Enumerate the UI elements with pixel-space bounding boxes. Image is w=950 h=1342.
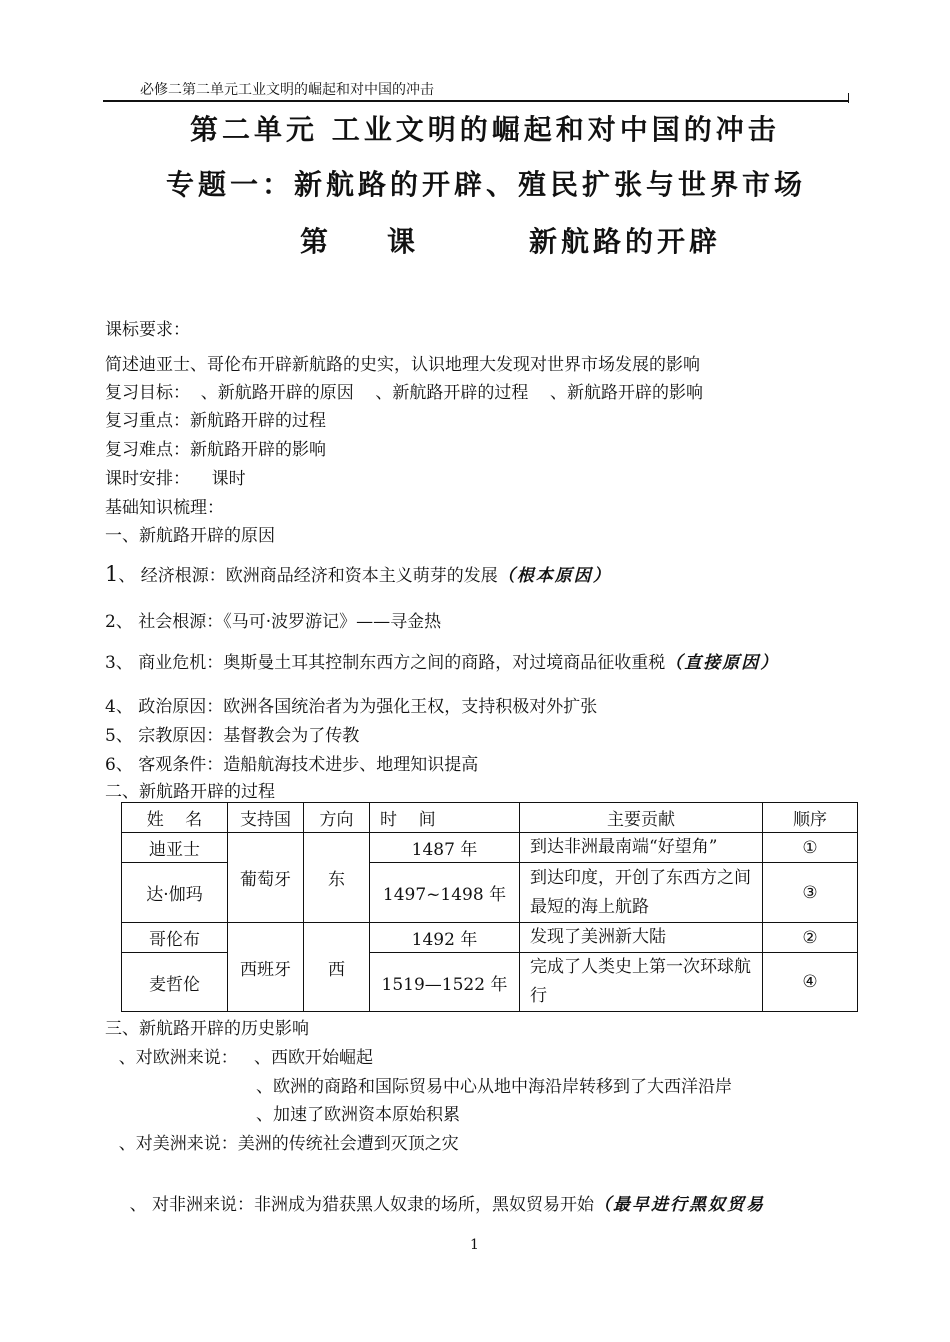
- header-order: 顺序: [763, 803, 858, 833]
- section-process-heading: 二、新航路开辟的过程: [105, 782, 275, 802]
- impact-america: 、对美洲来说：美洲的传统社会遭到灭顶之灾: [108, 1134, 459, 1154]
- explorer-name: 迪亚士: [122, 833, 228, 863]
- header-contribution: 主要贡献: [520, 803, 763, 833]
- cause-2: 2、 社会根源：《马可·波罗游记》——寻金热: [105, 612, 442, 632]
- explorer-name: 麦哲伦: [122, 953, 228, 1012]
- voyages-table: [121, 802, 858, 1012]
- impact-africa: [108, 1170, 765, 1215]
- review-heading: 基础知识梳理：: [105, 498, 224, 518]
- header-country: 支持国: [228, 803, 304, 833]
- running-header: 必修二第二单元工业文明的崛起和对中国的冲击: [140, 82, 434, 98]
- cause-5: 5、 宗教原因：基督教会为了传教: [105, 726, 360, 746]
- header-time: 时 间: [370, 803, 520, 833]
- review-key: 复习重点：新航路开辟的过程: [105, 411, 326, 431]
- impact-europe-2: 、欧洲的商路和国际贸易中心从地中海沿岸转移到了大西洋沿岸: [256, 1077, 732, 1097]
- table-header-row: [122, 803, 858, 833]
- impact-europe-3: 、加速了欧洲资本原始积累: [256, 1105, 460, 1125]
- sponsor-country: 西班牙: [228, 923, 304, 1012]
- table-row: [122, 923, 858, 953]
- review-difficulty: 复习难点：新航路开辟的影响: [105, 440, 326, 460]
- voyage-time: 1487 年: [370, 833, 520, 863]
- section-causes-heading: 一、新航路开辟的原因: [105, 526, 275, 546]
- contribution: 到达非洲最南端“好望角”: [520, 833, 763, 863]
- voyage-direction: 西: [304, 923, 370, 1012]
- cause-1-text: 、 经济根源：欧洲商品经济和资本主义萌芽的发展: [118, 566, 498, 586]
- schedule: 课时安排： 课时: [105, 469, 246, 489]
- section-impact-heading: 三、新航路开辟的历史影响: [105, 1019, 309, 1039]
- lesson-title: 第 课 新航路的开辟: [300, 225, 721, 258]
- contribution: 发现了美洲新大陆: [520, 923, 763, 953]
- page-number: 1: [470, 1237, 479, 1253]
- impact-europe: 、对欧洲来说： 、西欧开始崛起: [108, 1048, 374, 1068]
- impact-africa-note: （最早进行黑奴贸易: [594, 1195, 766, 1215]
- cause-1-number: 1: [105, 562, 119, 586]
- sponsor-country: 葡萄牙: [228, 833, 304, 923]
- cause-1: [105, 561, 612, 586]
- voyage-time: 1519—1522 年: [370, 953, 520, 1012]
- header-name: 姓 名: [122, 803, 228, 833]
- topic-title: 专题一：新航路的开辟、殖民扩张与世界市场: [166, 168, 807, 201]
- unit-title: 第二单元 工业文明的崛起和对中国的冲击: [190, 113, 780, 146]
- header-rule-end: [848, 93, 849, 103]
- cause-6: 6、 客观条件：造船航海技术进步、地理知识提高: [105, 755, 479, 775]
- contribution: 到达印度，开创了东西方之间最短的海上航路: [520, 863, 763, 923]
- explorer-name: 哥伦布: [122, 923, 228, 953]
- order: ④: [763, 953, 858, 1012]
- voyage-time: 1497~1498 年: [370, 863, 520, 923]
- cause-3: [105, 648, 779, 673]
- order: ①: [763, 833, 858, 863]
- contribution: 完成了人类史上第一次环球航行: [520, 953, 763, 1012]
- standard-text: 简述迪亚士、哥伦布开辟新航路的史实，认识地理大发现对世界市场发展的影响: [105, 355, 700, 375]
- order: ③: [763, 863, 858, 923]
- impact-africa-text: 、 对非洲来说：非洲成为猎获黑人奴隶的场所，黑奴贸易开始: [118, 1195, 595, 1215]
- header-rule: [103, 100, 848, 102]
- cause-3-text: 3、 商业危机：奥斯曼土耳其控制东西方之间的商路，对过境商品征收重税: [105, 653, 666, 673]
- review-goals: 复习目标： 、新航路开辟的原因 、新航路开辟的过程 、新航路开辟的影响: [105, 383, 704, 403]
- header-direction: 方向: [304, 803, 370, 833]
- cause-3-note: （直接原因）: [665, 653, 780, 673]
- voyage-time: 1492 年: [370, 923, 520, 953]
- standard-label: 课标要求：: [105, 320, 190, 340]
- cause-1-note: （根本原因）: [497, 566, 612, 586]
- voyage-direction: 东: [304, 833, 370, 923]
- table-row: [122, 833, 858, 863]
- explorer-name: 达·伽玛: [122, 863, 228, 923]
- order: ②: [763, 923, 858, 953]
- cause-4: 4、 政治原因：欧洲各国统治者为为强化王权，支持积极对外扩张: [105, 697, 598, 717]
